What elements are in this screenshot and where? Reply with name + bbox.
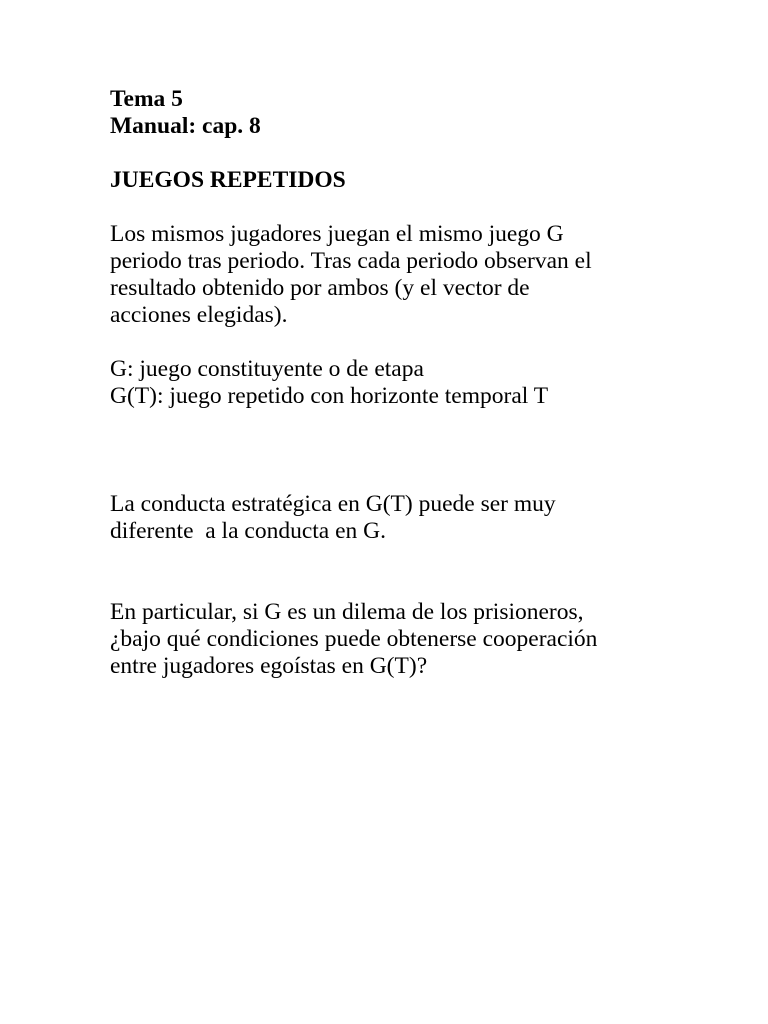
- intro-line: resultado obtenido por ambos (y el vector de: [110, 275, 530, 301]
- document-content: [110, 86, 730, 680]
- spacer: [110, 545, 730, 599]
- section-title-text: JUEGOS REPETIDOS: [110, 167, 346, 193]
- conduct-line: diferente a la conducta en G.: [110, 518, 386, 544]
- intro-paragraph: [110, 221, 730, 329]
- topic-heading: [110, 86, 730, 140]
- spacer: [110, 410, 730, 491]
- manual-reference: Manual: cap. 8: [110, 113, 261, 139]
- question-line: ¿bajo qué condiciones puede obtenerse cooperación: [110, 626, 598, 652]
- conduct-line: La conducta estratégica en G(T) puede ser muy: [110, 491, 556, 517]
- question-paragraph: [110, 599, 730, 680]
- spacer: [110, 329, 730, 356]
- definitions-paragraph: [110, 356, 730, 410]
- spacer: [110, 140, 730, 167]
- topic-label: Tema 5: [110, 86, 183, 112]
- definition-stage-game: G: juego constituyente o de etapa: [110, 356, 424, 382]
- section-title: [110, 167, 730, 194]
- intro-line: Los mismos jugadores juegan el mismo juego G: [110, 221, 564, 247]
- conduct-paragraph: [110, 491, 730, 545]
- question-line: En particular, si G es un dilema de los prisioneros,: [110, 599, 584, 625]
- spacer: [110, 194, 730, 221]
- definition-repeated-game: G(T): juego repetido con horizonte temporal T: [110, 383, 549, 409]
- intro-line: acciones elegidas).: [110, 302, 288, 328]
- question-line: entre jugadores egoístas en G(T)?: [110, 653, 428, 679]
- intro-line: periodo tras periodo. Tras cada periodo observan el: [110, 248, 592, 274]
